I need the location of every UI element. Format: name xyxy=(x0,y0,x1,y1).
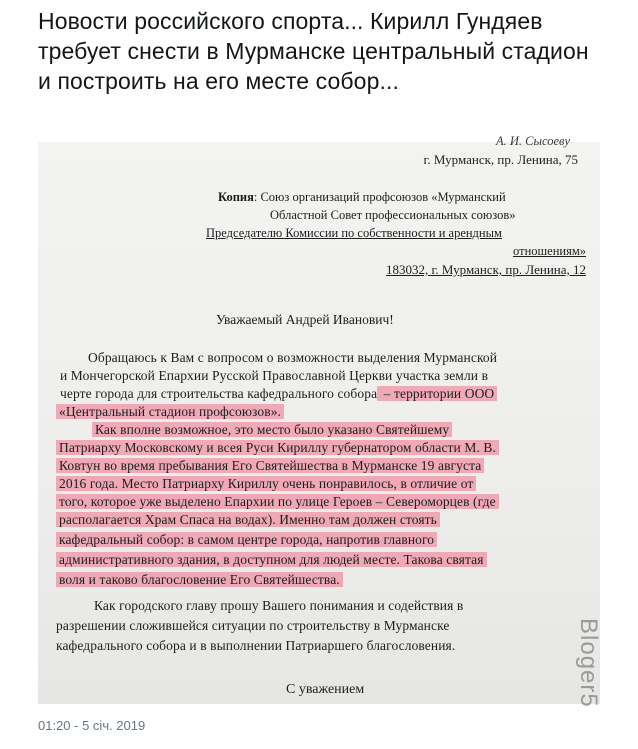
highlighted-text: располагается Храм Спаса на водах). Именно там должен стоять xyxy=(56,512,440,527)
paragraph-line: Обращаюсь к Вам с вопросом о возможности выделения Мурманской xyxy=(88,350,498,365)
paragraph-line: кафедрального собора и в выполнении Патриаршего благословения. xyxy=(56,638,456,653)
watermark: Bloger5 xyxy=(575,618,602,708)
paragraph-line xyxy=(60,386,497,402)
highlighted-text: административного здания, в доступном для людей месте. Такова святая xyxy=(56,552,487,567)
paragraph-line: разрешении сложившейся ситуации по строительству в Мурманске xyxy=(56,618,450,633)
paragraph-line: и Мончегорской Епархии Русской Православной Церкви участка земли в xyxy=(60,368,489,383)
copy-label: Копия xyxy=(218,190,254,204)
paragraph-line xyxy=(56,404,284,420)
tweet-timestamp[interactable]: 01:20 - 5 січ. 2019 xyxy=(38,718,146,733)
paragraph-line xyxy=(56,512,440,528)
copy-text-1: : Союз организаций профсоюзов «Мурманский xyxy=(253,190,506,204)
paragraph-line xyxy=(56,476,476,492)
highlighted-text: воля и таково благословение Его Святейшества. xyxy=(56,572,343,587)
paragraph-line xyxy=(56,552,487,568)
paragraph-line xyxy=(56,572,343,588)
copy-text-3: Председателю Комиссии по собственности и арендным xyxy=(206,226,502,240)
paragraph-line xyxy=(56,494,499,510)
letter-document xyxy=(38,134,602,708)
copy-address: 183032, г. Мурманск, пр. Ленина, 12 xyxy=(386,262,586,277)
highlighted-text: Ковтун во время пребывания Его Святейшества в Мурманске 19 августа xyxy=(56,458,484,473)
recipient-name: А. И. Сысоеву xyxy=(496,134,570,148)
highlighted-text: – территории ООО xyxy=(377,386,497,401)
letter-greeting: Уважаемый Андрей Иванович! xyxy=(216,312,394,327)
copy-text-4: отношениям» xyxy=(513,244,586,258)
highlighted-text: «Центральный стадион профсоюзов». xyxy=(56,404,284,419)
highlighted-text: Патриарху Московскому и всея Руси Кириллу губернатором области М. В. xyxy=(56,440,499,455)
paragraph-line xyxy=(56,440,499,456)
paragraph-text: черте города для строительства кафедрального собора xyxy=(60,386,378,401)
paragraph-line: Как городского главу прошу Вашего понимания и содействия в xyxy=(94,598,464,613)
highlighted-text: того, которое уже выделено Епархии по улице Героев – Североморцев (где xyxy=(56,494,499,509)
tweet-photo[interactable] xyxy=(38,134,602,708)
paragraph-line xyxy=(92,422,452,438)
highlighted-text: Как вполне возможное, это место было указано Святейшему xyxy=(92,422,452,437)
tweet-text: Новости российского спорта... Кирилл Гундяев требует снести в Мурманске центральный стадион и построить на его месте собор... xyxy=(38,8,589,94)
highlighted-text: кафедральный собор: в самом центре города, напротив главного xyxy=(56,532,437,547)
paragraph-line xyxy=(56,532,437,548)
highlighted-text: 2016 года. Место Патриарху Кириллу очень понравилось, в отличие от xyxy=(56,476,476,491)
letter-closing: С уважением xyxy=(286,682,365,697)
recipient-address: г. Мурманск, пр. Ленина, 75 xyxy=(423,152,578,167)
paragraph-line xyxy=(56,458,484,474)
copy-line xyxy=(218,190,506,205)
copy-text-2: Областной Совет профессиональных союзов» xyxy=(270,208,516,222)
